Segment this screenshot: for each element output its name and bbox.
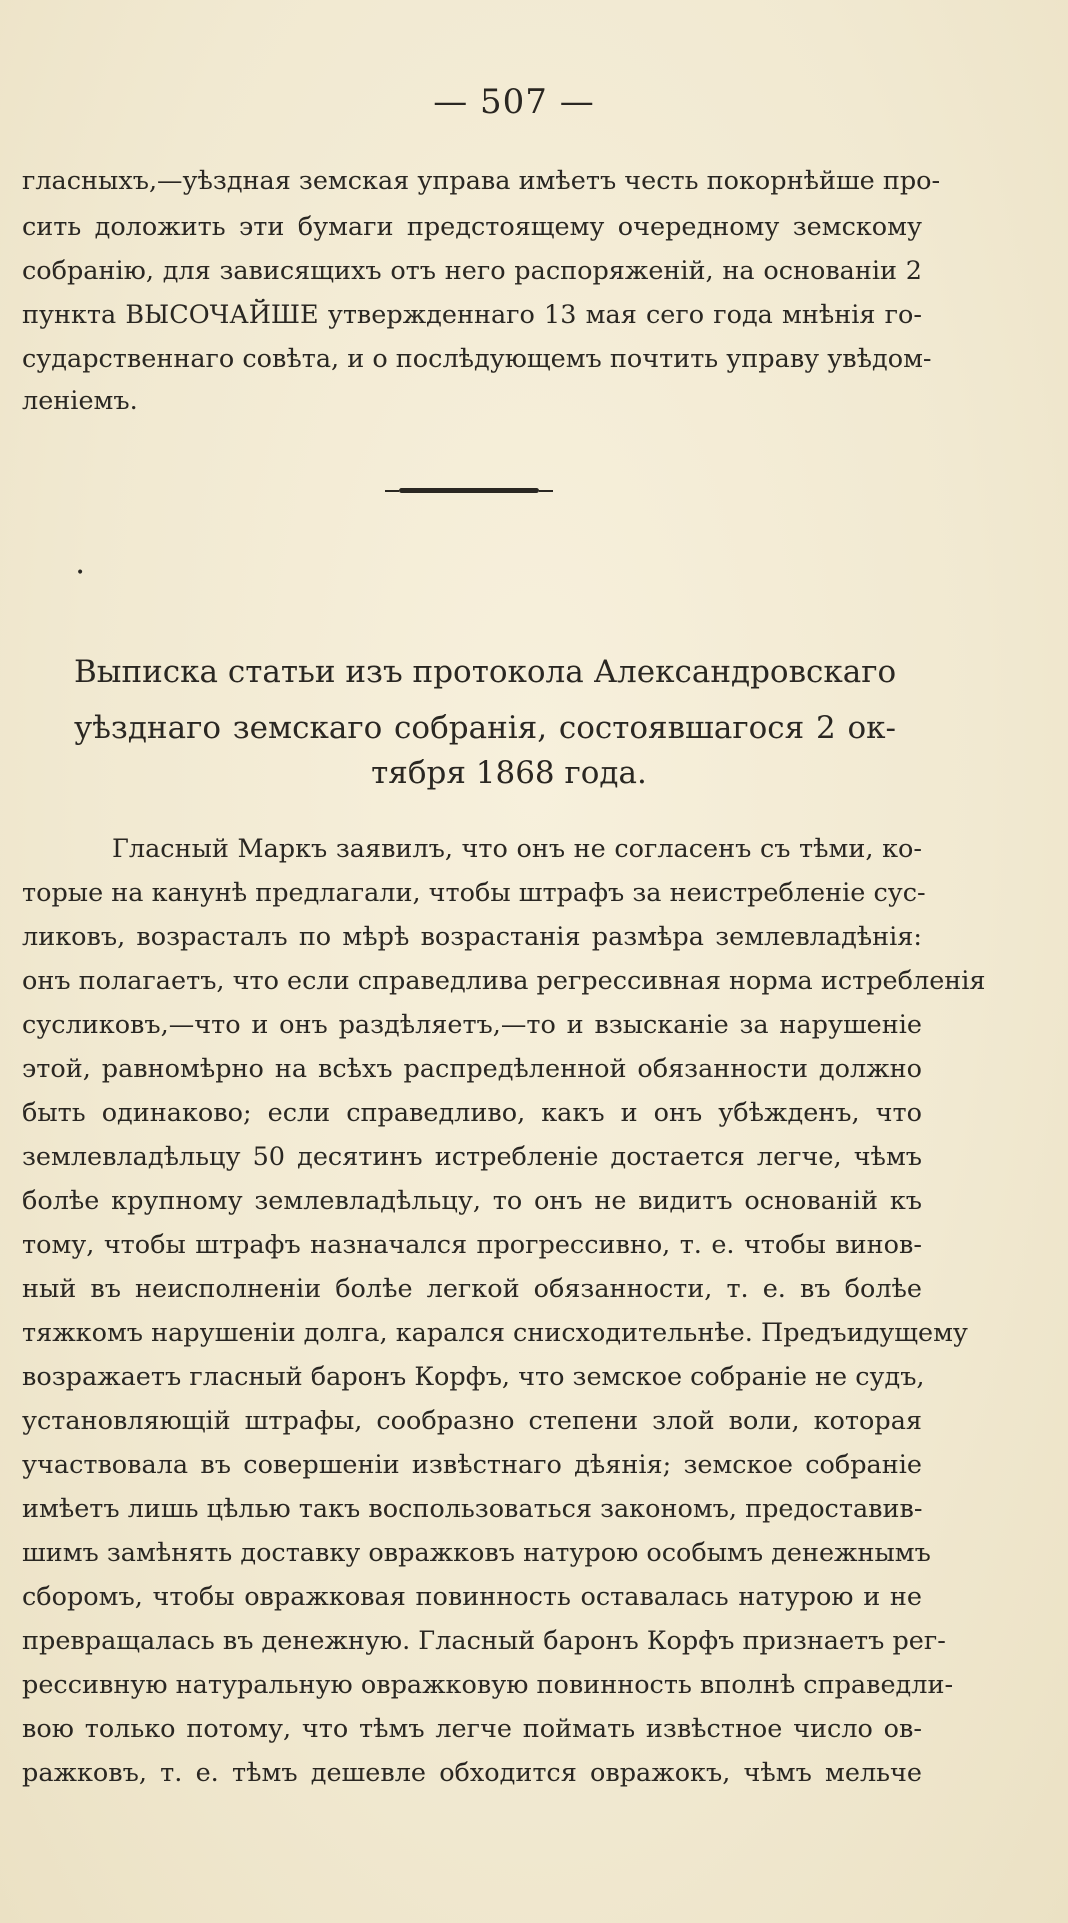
heading-line: Выписка статьи изъ протокола Александровскаго [74,654,897,690]
text-line: ликовъ, возрасталъ по мѣрѣ возрастанія размѣра землевладѣнія: [22,922,922,952]
text-line: сударственнаго совѣта, и о послѣдующемъ почтить управу увѣдом- [22,344,932,374]
text-line: имѣетъ лишь цѣлью такъ воспользоваться закономъ, предоставив- [22,1494,923,1524]
text-line: землевладѣльцу 50 десятинъ истребленіе достается легче, чѣмъ [22,1142,922,1172]
text-line: шимъ замѣнять доставку овражковъ натурою особымъ денежнымъ [22,1538,931,1568]
text-line: этой, равномѣрно на всѣхъ распредѣленной обязанности должно [22,1054,922,1084]
text-line: собранію, для зависящихъ отъ него распоряженій, на основаніи 2 [22,256,922,286]
text-line: сить доложить эти бумаги предстоящему очередному земскому [22,212,922,242]
text-line: гласныхъ,—уѣздная земская управа имѣетъ честь покорнѣйше про- [22,166,941,196]
text-line: участвовала въ совершеніи извѣстнаго дѣянія; земское собраніе [22,1450,922,1480]
text-line: болѣе крупному землевладѣльцу, то онъ не видитъ основаній къ [22,1186,922,1216]
text-line: превращалась въ денежную. Гласный баронъ Корфъ признаетъ рег- [22,1626,946,1656]
text-line: леніемъ. [22,386,138,416]
text-line: установляющій штрафы, сообразно степени злой воли, которая [22,1406,922,1436]
text-line: тяжкомъ нарушеніи долга, карался снисходительнѣе. Предъидущему [22,1318,968,1348]
text-line: быть одинаково; если справедливо, какъ и онъ убѣжденъ, что [22,1098,922,1128]
heading-line: уѣзднаго земскаго собранія, состоявшагося 2 ок- [74,710,896,746]
text-line: ражковъ, т. е. тѣмъ дешевле обходится овражокъ, чѣмъ мельче [22,1758,922,1788]
section-divider [399,488,539,493]
ink-speck: • [76,565,85,581]
page-number: — 507 — [433,82,595,122]
text-line: вою только потому, что тѣмъ легче поймать извѣстное число ов- [22,1714,922,1744]
text-line: ный въ неисполненіи болѣе легкой обязанности, т. е. въ болѣе [22,1274,922,1304]
text-line: торые на канунѣ предлагали, чтобы штрафъ за неистребленіе сус- [22,878,926,908]
text-line: рессивную натуральную овражковую повинность вполнѣ справедли- [22,1670,954,1700]
heading-line: тября 1868 года. [371,755,647,791]
text-line: тому, чтобы штрафъ назначался прогрессивно, т. е. чтобы винов- [22,1230,922,1260]
text-line: сборомъ, чтобы овражковая повинность оставалась натурою и не [22,1582,922,1612]
text-line: онъ полагаетъ, что если справедлива регрессивная норма истребленія [22,966,986,996]
text-line: Гласный Маркъ заявилъ, что онъ не согласенъ съ тѣми, ко- [112,834,922,864]
text-line: возражаетъ гласный баронъ Корфъ, что земское собраніе не судъ, [22,1362,925,1392]
text-line: сусликовъ,—что и онъ раздѣляетъ,—то и взысканіе за нарушеніе [22,1010,922,1040]
text-line: пункта ВЫСОЧАЙШЕ утвержденнаго 13 мая сего года мнѣнія го- [22,300,922,330]
